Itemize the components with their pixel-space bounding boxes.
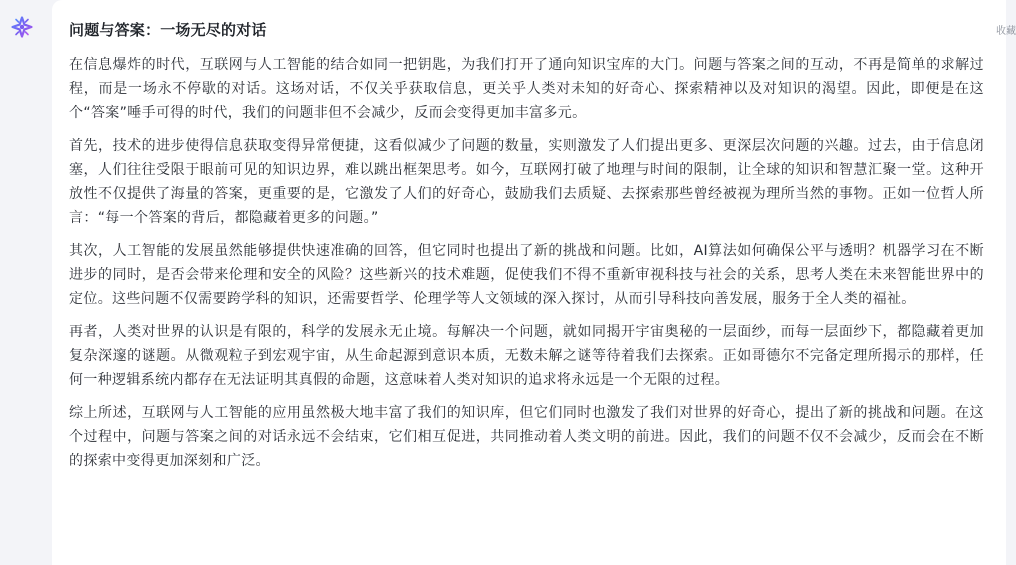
- answer-paragraph-5: 综上所述，互联网与人工智能的应用虽然极大地丰富了我们的知识库，但它们同时也激发了我们对世界的好奇心，提出了新的挑战和问题。在这个过程中，问题与答案之间的对话永远不会结束，它们相互促进，共同推动着人类文明的前进。因此，我们的问题不仅不会减少，反而会在不断的探索中变得更加深刻和广泛。: [69, 405, 984, 469]
- answer-paragraph-4: 再者，人类对世界的认识是有限的，科学的发展永无止境。每解决一个问题，就如同揭开宇宙奥秘的一层面纱，而每一层面纱下，都隐藏着更加复杂深邃的谜题。从微观粒子到宏观宇宙，从生命起源到意识本质，无数未解之谜等待着我们去探索。正如哥德尔不完备定理所揭示的那样，任何一种逻辑系统内都存在无法证明其真假的命题，这意味着人类对知识的追求将永远是一个无限的过程。: [69, 324, 984, 388]
- collect-button[interactable]: 收藏: [996, 26, 1016, 37]
- sparkle-logo-icon: [11, 16, 33, 38]
- assistant-avatar: [11, 16, 33, 38]
- answer-paragraph-3: 其次，人工智能的发展虽然能够提供快速准确的回答，但它同时也提出了新的挑战和问题。比如，AI算法如何确保公平与透明？机器学习在不断进步的同时，是否会带来伦理和安全的风险？这些新兴的技术难题，促使我们不得不重新审视科技与社会的关系，思考人类在未来智能世界中的定位。这些问题不仅需要跨学科的知识，还需要哲学、伦理学等人文领域的深入探讨，从而引导科技向善发展，服务于全人类的福祉。: [69, 243, 984, 307]
- answer-paragraph-2: 首先，技术的进步使得信息获取变得异常便捷，这看似减少了问题的数量，实则激发了人们提出更多、更深层次问题的兴趣。过去，由于信息闭塞，人们往往受限于眼前可见的知识边界，难以跳出框架思考。如今，互联网打破了地理与时间的限制，让全球的知识和智慧汇聚一堂。这种开放性不仅提供了海量的答案，更重要的是，它激发了人们的好奇心，鼓励我们去质疑、去探索那些曾经被视为理所当然的事物。正如一位哲人所言：“每一个答案的背后，都隐藏着更多的问题。”: [69, 138, 984, 226]
- answer-card: [52, 0, 1016, 565]
- answer-paragraph-1: 在信息爆炸的时代，互联网与人工智能的结合如同一把钥匙，为我们打开了通向知识宝库的大门。问题与答案之间的互动，不再是简单的求解过程，而是一场永不停歇的对话。这场对话，不仅关乎获取信息，更关乎人类对未知的好奇心、探索精神以及对知识的渴望。因此，即便是在这个“答案”唾手可得的时代，我们的问题非但不会减少，反而会变得更加丰富多元。: [69, 57, 984, 121]
- answer-title: 问题与答案：一场无尽的对话: [69, 21, 267, 39]
